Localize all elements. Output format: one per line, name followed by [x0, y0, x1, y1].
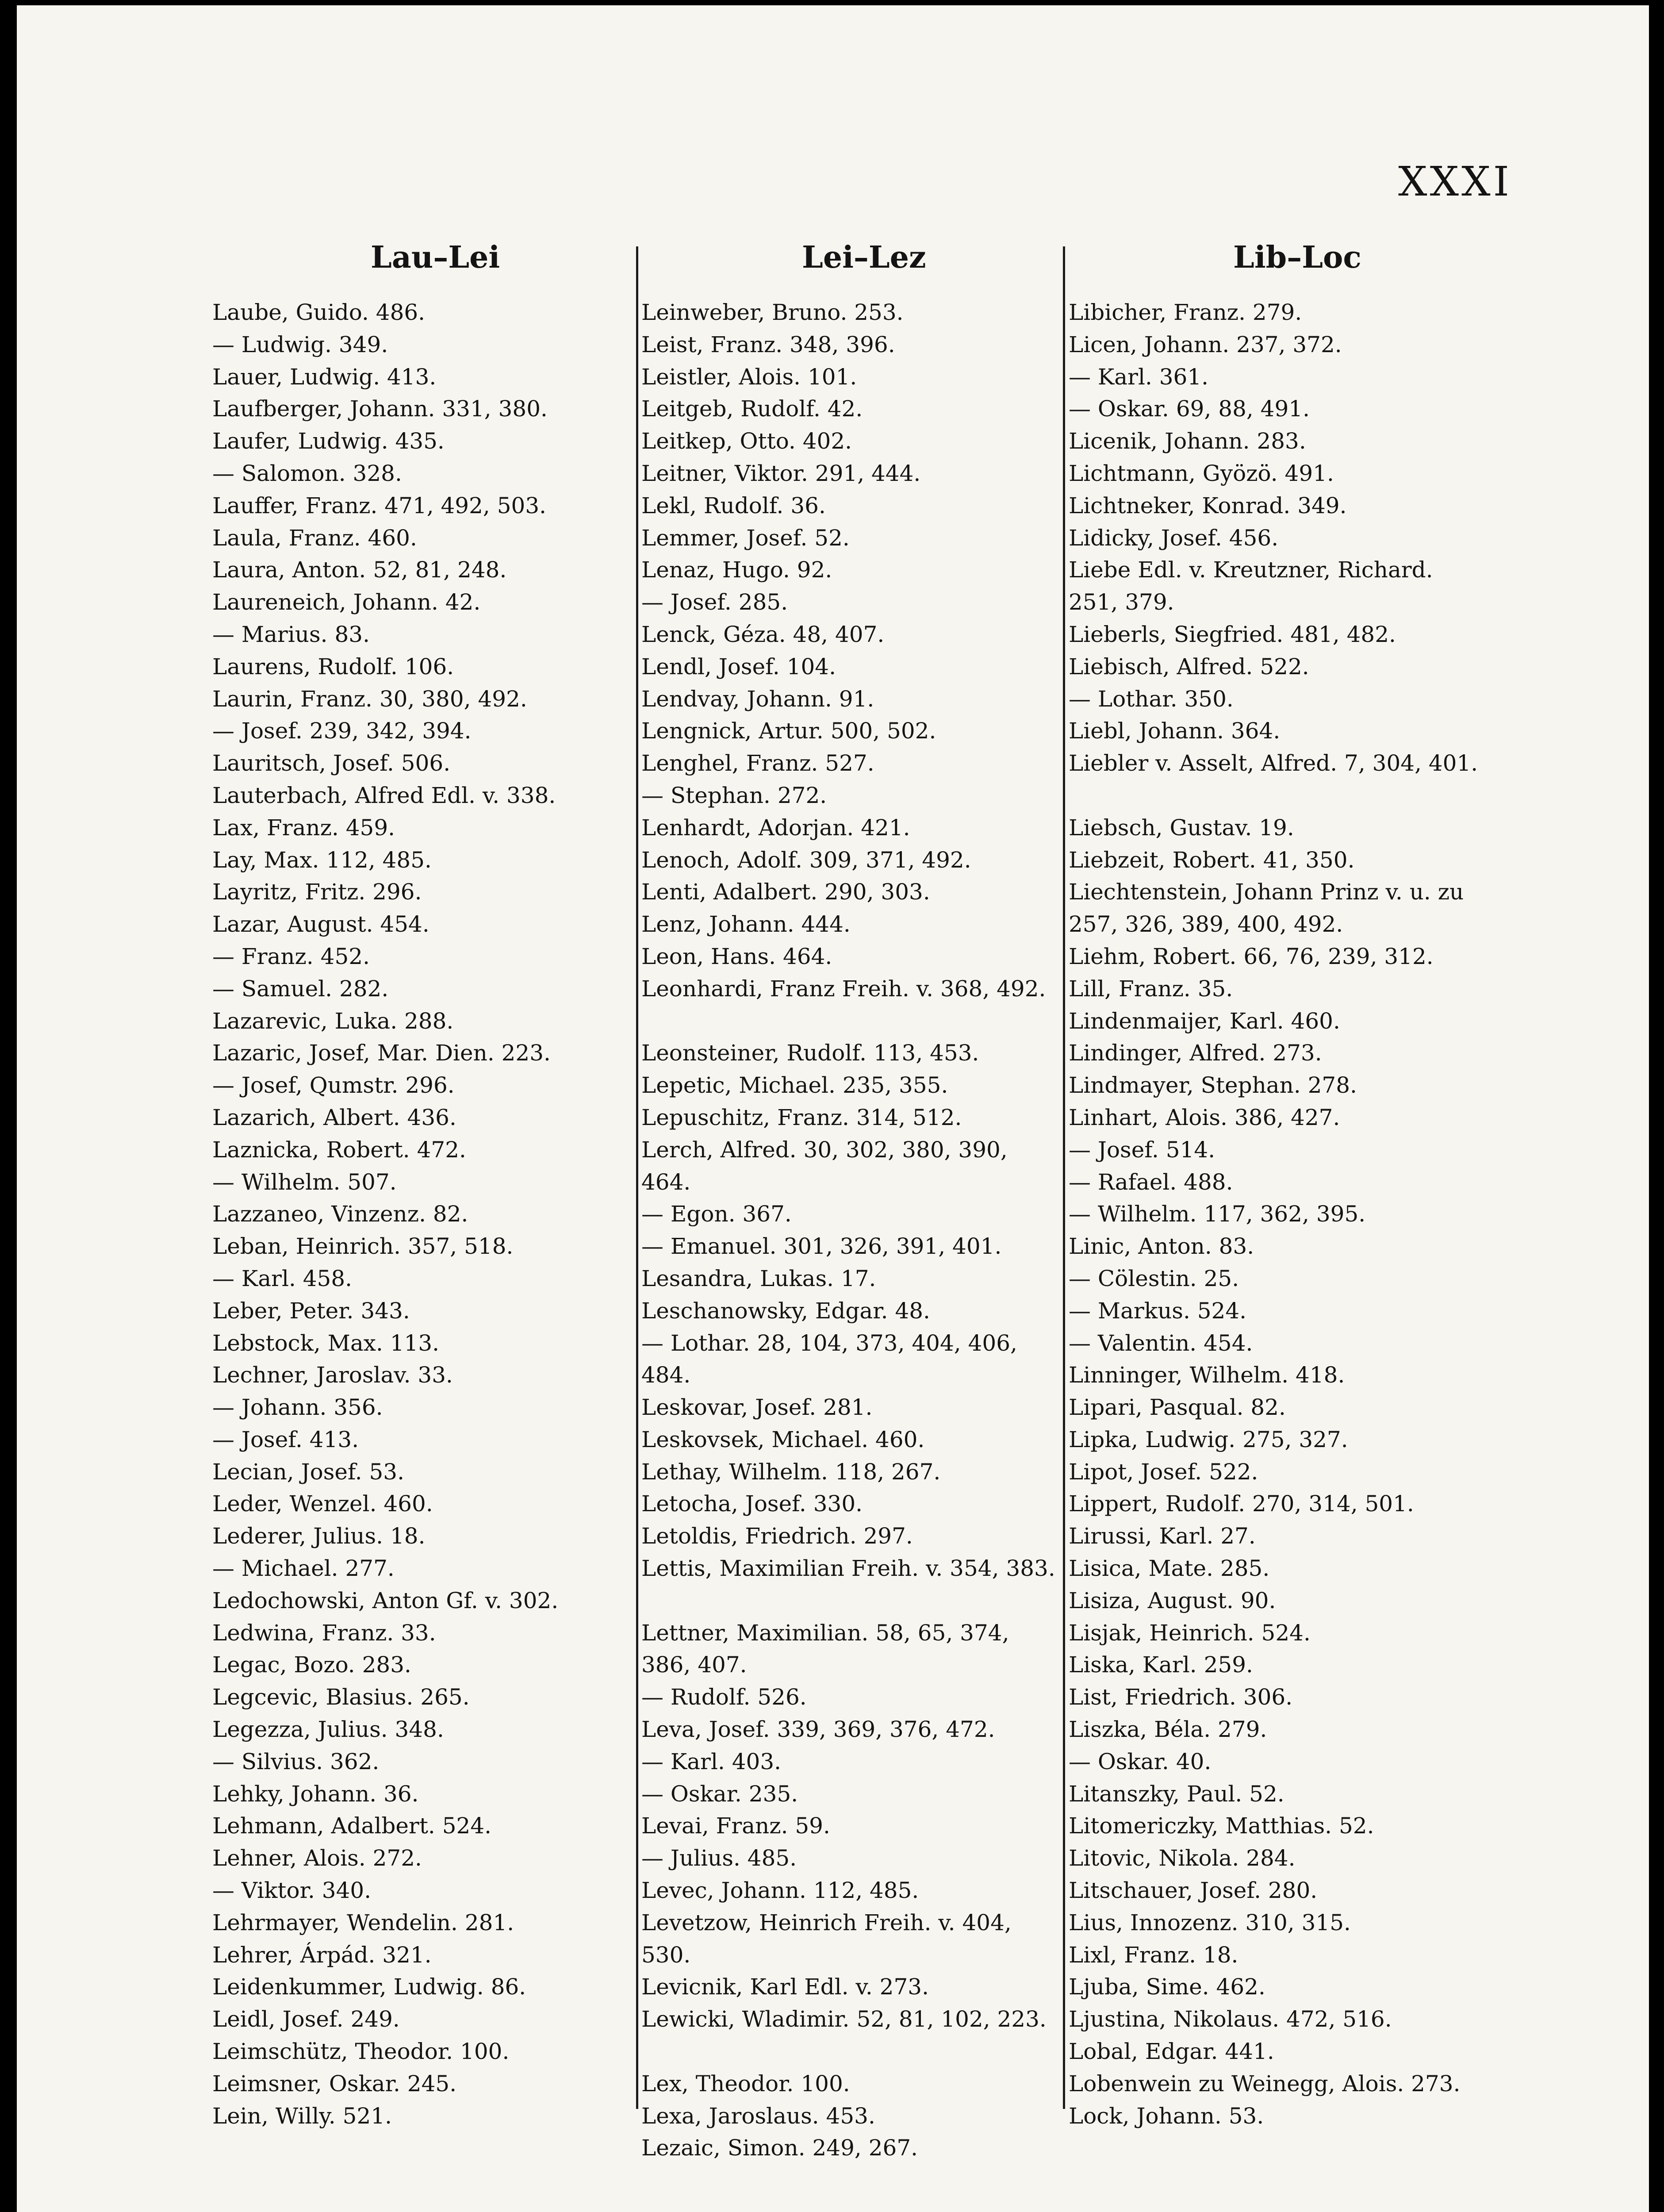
column-header-3: Lib–Loc [1233, 240, 1361, 275]
index-entry: Laurens, Rudolf. 106. [212, 653, 454, 680]
index-entry: Laura, Anton. 52, 81, 248. [212, 557, 507, 583]
index-entry: Litschauer, Josef. 280. [1069, 1878, 1318, 1904]
index-entry: — Egon. 367. [641, 1201, 792, 1227]
column-header-1: Lau–Lei [371, 240, 500, 275]
index-entry: Leonhardi, Franz Freih. v. 368, 492. [641, 975, 1046, 1002]
index-entry: Liska, Karl. 259. [1069, 1652, 1253, 1678]
index-entry: Lidicky, Josef. 456. [1069, 525, 1279, 551]
index-entry: Ledochowski, Anton Gf. v. 302. [212, 1587, 559, 1613]
index-entry: — Rudolf. 526. [641, 1684, 807, 1710]
index-entry: Lipari, Pasqual. 82. [1069, 1394, 1286, 1421]
index-entry: Lezaic, Simon. 249, 267. [641, 2135, 918, 2161]
index-entry: Lepuschitz, Franz. 314, 512. [641, 1104, 962, 1130]
index-entry: Levai, Franz. 59. [641, 1813, 830, 1839]
index-entry: — Markus. 524. [1069, 1298, 1247, 1324]
page-paper [17, 5, 1649, 2212]
index-entry: Liebsch, Gustav. 19. [1069, 814, 1294, 841]
index-entry: Leskovar, Josef. 281. [641, 1394, 873, 1421]
index-entry: Leva, Josef. 339, 369, 376, 472. [641, 1717, 995, 1743]
index-entry: — Franz. 452. [212, 943, 370, 969]
index-entry: Laznicka, Robert. 472. [212, 1137, 466, 1163]
index-entry: List, Friedrich. 306. [1069, 1684, 1293, 1710]
index-entry: Lettis, Maximilian Freih. v. 354, 383. [641, 1555, 1055, 1582]
index-entry: — Josef. 285. [641, 589, 788, 615]
index-entry: Lill, Franz. 35. [1069, 975, 1233, 1002]
index-entry: Lieberls, Siegfried. 481, 482. [1069, 621, 1396, 647]
index-entry: Liszka, Béla. 279. [1069, 1717, 1267, 1743]
index-entry: Litomericzky, Matthias. 52. [1069, 1813, 1374, 1839]
index-entry: Linic, Anton. 83. [1069, 1233, 1254, 1260]
index-entry: Lax, Franz. 459. [212, 814, 395, 841]
index-entry: Linhart, Alois. 386, 427. [1069, 1104, 1340, 1130]
index-entry: Lendvay, Johann. 91. [641, 686, 874, 712]
index-entry: Lisiza, August. 90. [1069, 1587, 1276, 1613]
index-entry: — Ludwig. 349. [212, 331, 388, 357]
index-entry: Lechner, Jaroslav. 33. [212, 1362, 453, 1388]
index-entry: Lazaric, Josef, Mar. Dien. 223. [212, 1040, 551, 1066]
index-entry: — Marius. 83. [212, 621, 370, 647]
index-column-3 [1069, 296, 1484, 2132]
index-entry: Leitgeb, Rudolf. 42. [641, 396, 863, 422]
index-entry: Lock, Johann. 53. [1069, 2103, 1264, 2129]
index-entry: Lobenwein zu Weinegg, Alois. 273. [1069, 2070, 1461, 2097]
index-entry: — Josef. 413. [212, 1426, 359, 1452]
index-entry: Liebzeit, Robert. 41, 350. [1069, 847, 1355, 873]
index-entry: Lazarich, Albert. 436. [212, 1104, 456, 1130]
index-entry: Levetzow, Heinrich Freih. v. 404, 530. [641, 1909, 1012, 1968]
index-entry: Leinweber, Bruno. 253. [641, 300, 904, 325]
index-entry: Lazzaneo, Vinzenz. 82. [212, 1201, 468, 1227]
index-entry: Lehmann, Adalbert. 524. [212, 1813, 492, 1839]
index-entry: Leban, Heinrich. 357, 518. [212, 1233, 514, 1260]
index-entry: Lecian, Josef. 53. [212, 1459, 405, 1485]
index-entry: Lehky, Johann. 36. [212, 1781, 419, 1807]
index-entry: Lendl, Josef. 104. [641, 653, 836, 680]
index-entry: Leist, Franz. 348, 396. [641, 331, 895, 357]
index-entry: — Josef, Qumstr. 296. [212, 1072, 455, 1098]
index-entry: — Salomon. 328. [212, 460, 402, 486]
index-entry: Lindenmaijer, Karl. 460. [1069, 1008, 1340, 1034]
index-entry: Legac, Bozo. 283. [212, 1652, 411, 1678]
index-entry: Lehrmayer, Wendelin. 281. [212, 1909, 514, 1936]
index-entry: — Josef. 239, 342, 394. [212, 718, 472, 744]
index-entry: Lex, Theodor. 100. [641, 2070, 850, 2097]
index-entry: Liechtenstein, Johann Prinz v. u. zu 257, 326, 389, 400, 492. [1069, 879, 1464, 937]
index-entry: Levicnik, Karl Edl. v. 273. [641, 1974, 929, 2000]
index-entry: Lenghel, Franz. 527. [641, 750, 874, 776]
index-entry: — Silvius. 362. [212, 1748, 380, 1774]
index-entry: Lehner, Alois. 272. [212, 1845, 422, 1871]
column-divider-1 [636, 246, 638, 2109]
index-entry: Lisica, Mate. 285. [1069, 1555, 1270, 1582]
index-entry: Laufberger, Johann. 331, 380. [212, 396, 548, 422]
index-entry: Litanszky, Paul. 52. [1069, 1781, 1284, 1807]
index-entry: Lenhardt, Adorjan. 421. [641, 814, 910, 841]
index-entry: — Karl. 361. [1069, 364, 1209, 390]
index-entry: Letocha, Josef. 330. [641, 1491, 863, 1517]
index-entry: Lippert, Rudolf. 270, 314, 501. [1069, 1491, 1414, 1517]
index-entry: Leskovsek, Michael. 460. [641, 1426, 925, 1452]
index-entry: Lewicki, Wladimir. 52, 81, 102, 223. [641, 2006, 1047, 2032]
index-entry: — Samuel. 282. [212, 975, 389, 1002]
index-entry: Lederer, Julius. 18. [212, 1523, 426, 1549]
index-entry: Leitner, Viktor. 291, 444. [641, 460, 921, 486]
index-entry: Lipka, Ludwig. 275, 327. [1069, 1426, 1348, 1452]
index-entry: Liebl, Johann. 364. [1069, 718, 1281, 744]
index-entry: Leon, Hans. 464. [641, 943, 832, 969]
index-entry: Lisjak, Heinrich. 524. [1069, 1620, 1311, 1646]
index-entry: Laurin, Franz. 30, 380, 492. [212, 686, 527, 712]
index-entry: Laufer, Ludwig. 435. [212, 428, 445, 454]
index-entry: Liebe Edl. v. Kreutzner, Richard. 251, 379. [1069, 557, 1433, 615]
index-entry: — Josef. 514. [1069, 1137, 1215, 1163]
index-entry: Lirussi, Karl. 27. [1069, 1523, 1256, 1549]
index-entry: Lichtneker, Konrad. 349. [1069, 492, 1347, 518]
index-entry: Lindmayer, Stephan. 278. [1069, 1072, 1357, 1098]
index-entry: Leimschütz, Theodor. 100. [212, 2039, 510, 2065]
index-entry: Lenck, Géza. 48, 407. [641, 621, 885, 647]
index-entry: — Johann. 356. [212, 1394, 383, 1421]
index-entry: Legezza, Julius. 348. [212, 1717, 444, 1743]
index-entry: — Karl. 403. [641, 1748, 782, 1774]
index-entry: Lius, Innozenz. 310, 315. [1069, 1909, 1351, 1936]
index-entry: Lauffer, Franz. 471, 492, 503. [212, 492, 547, 518]
index-entry: Leschanowsky, Edgar. 48. [641, 1298, 930, 1324]
index-entry: Lebstock, Max. 113. [212, 1330, 440, 1356]
index-entry: Lenoch, Adolf. 309, 371, 492. [641, 847, 971, 873]
index-entry: Layritz, Fritz. 296. [212, 879, 422, 905]
index-entry: Libicher, Franz. 279. [1069, 300, 1302, 325]
index-entry: Lerch, Alfred. 30, 302, 380, 390, 464. [641, 1137, 1008, 1195]
index-entry: Lauterbach, Alfred Edl. v. 338. [212, 782, 556, 808]
index-entry: Leder, Wenzel. 460. [212, 1491, 433, 1517]
index-entry: Lengnick, Artur. 500, 502. [641, 718, 936, 744]
index-entry: — Lothar. 28, 104, 373, 404, 406, 484. [641, 1330, 1017, 1388]
index-entry: Lekl, Rudolf. 36. [641, 492, 826, 518]
index-entry: Litovic, Nikola. 284. [1069, 1845, 1296, 1871]
index-entry: Lichtmann, Gyözö. 491. [1069, 460, 1334, 486]
index-entry: Lethay, Wilhelm. 118, 267. [641, 1459, 941, 1485]
index-entry: Lay, Max. 112, 485. [212, 847, 432, 873]
index-entry: — Michael. 277. [212, 1555, 395, 1582]
index-entry: Licenik, Johann. 283. [1069, 428, 1306, 454]
index-entry: — Oskar. 40. [1069, 1748, 1212, 1774]
index-entry: — Karl. 458. [212, 1265, 353, 1291]
index-entry: Lindinger, Alfred. 273. [1069, 1040, 1322, 1066]
index-column-2 [641, 296, 1057, 2164]
index-entry: Leidl, Josef. 249. [212, 2006, 400, 2032]
index-entry: Letoldis, Friedrich. 297. [641, 1523, 913, 1549]
index-entry: — Oskar. 69, 88, 491. [1069, 396, 1310, 422]
index-entry: Lazar, August. 454. [212, 911, 429, 937]
index-entry: — Oskar. 235. [641, 1781, 798, 1807]
index-entry: — Lothar. 350. [1069, 686, 1234, 712]
index-entry: Legcevic, Blasius. 265. [212, 1684, 470, 1710]
index-entry: Lenz, Johann. 444. [641, 911, 851, 937]
index-entry: Lettner, Maximilian. 58, 65, 374, 386, 407. [641, 1620, 1009, 1678]
index-entry: Leidenkummer, Ludwig. 86. [212, 1974, 526, 2000]
index-entry: Lenti, Adalbert. 290, 303. [641, 879, 930, 905]
index-entry: Leistler, Alois. 101. [641, 364, 857, 390]
index-entry: — Rafael. 488. [1069, 1169, 1233, 1195]
index-entry: Ledwina, Franz. 33. [212, 1620, 436, 1646]
index-column-1 [212, 296, 628, 2132]
index-entry: Leimsner, Oskar. 245. [212, 2070, 457, 2097]
column-divider-2 [1063, 246, 1065, 2109]
index-entry: Lazarevic, Luka. 288. [212, 1008, 454, 1034]
index-entry: Lemmer, Josef. 52. [641, 525, 850, 551]
index-entry: Lauer, Ludwig. 413. [212, 364, 437, 390]
index-entry: Ljuba, Sime. 462. [1069, 1974, 1265, 2000]
index-entry: — Viktor. 340. [212, 1878, 372, 1904]
index-entry: Lauritsch, Josef. 506. [212, 750, 451, 776]
index-entry: Lipot, Josef. 522. [1069, 1459, 1258, 1485]
index-entry: Ljustina, Nikolaus. 472, 516. [1069, 2006, 1392, 2032]
index-entry: Levec, Johann. 112, 485. [641, 1878, 919, 1904]
index-entry: — Julius. 485. [641, 1845, 797, 1871]
index-entry: Lenaz, Hugo. 92. [641, 557, 832, 583]
index-entry: Laube, Guido. 486. [212, 300, 426, 325]
index-entry: Leonsteiner, Rudolf. 113, 453. [641, 1040, 979, 1066]
index-entry: Liebler v. Asselt, Alfred. 7, 304, 401. [1069, 750, 1478, 776]
column-header-2: Lei–Lez [802, 240, 926, 275]
page-number: XXXI [1398, 158, 1512, 205]
index-entry: Lepetic, Michael. 235, 355. [641, 1072, 948, 1098]
index-entry: Liehm, Robert. 66, 76, 239, 312. [1069, 943, 1434, 969]
index-entry: Lexa, Jaroslaus. 453. [641, 2103, 875, 2129]
index-entry: Lixl, Franz. 18. [1069, 1942, 1238, 1968]
index-entry: — Cölestin. 25. [1069, 1265, 1239, 1291]
index-entry: Lobal, Edgar. 441. [1069, 2039, 1274, 2065]
index-entry: Licen, Johann. 237, 372. [1069, 331, 1342, 357]
index-entry: Leber, Peter. 343. [212, 1298, 410, 1324]
index-entry: Lehrer, Árpád. 321. [212, 1942, 432, 1968]
index-entry: Lesandra, Lukas. 17. [641, 1265, 876, 1291]
index-entry: Laureneich, Johann. 42. [212, 589, 481, 615]
index-entry: — Wilhelm. 507. [212, 1169, 397, 1195]
index-entry: — Stephan. 272. [641, 782, 827, 808]
index-entry: — Wilhelm. 117, 362, 395. [1069, 1201, 1366, 1227]
index-entry: — Emanuel. 301, 326, 391, 401. [641, 1233, 1002, 1260]
index-entry: Liebisch, Alfred. 522. [1069, 653, 1309, 680]
index-entry: — Valentin. 454. [1069, 1330, 1253, 1356]
index-entry: Linninger, Wilhelm. 418. [1069, 1362, 1345, 1388]
index-entry: Leitkep, Otto. 402. [641, 428, 852, 454]
index-entry: Lein, Willy. 521. [212, 2103, 392, 2129]
index-entry: Laula, Franz. 460. [212, 525, 417, 551]
